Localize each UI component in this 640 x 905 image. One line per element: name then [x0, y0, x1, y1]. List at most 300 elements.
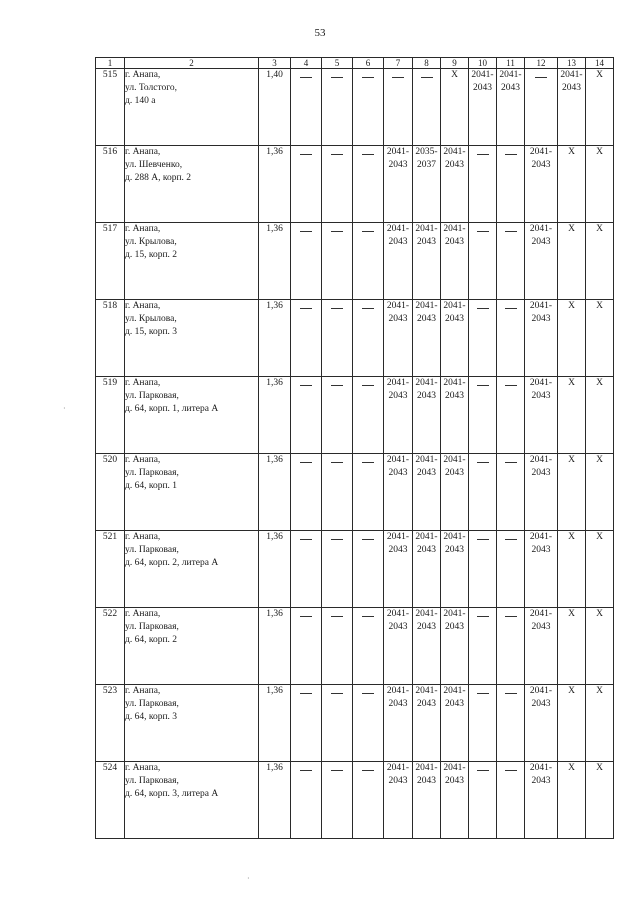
- address-line: д. 140 а: [125, 96, 156, 106]
- dash-mark: [300, 385, 312, 386]
- address-line: ул. Парковая,: [125, 391, 179, 401]
- year-range-start: 2041-: [529, 686, 553, 696]
- year-range-start: 2041-: [386, 301, 410, 311]
- year-range-end: 2043: [388, 391, 408, 401]
- cell-text: 1,36: [266, 378, 283, 388]
- year-range-start: 2041-: [386, 147, 410, 157]
- cell-text: 1,36: [266, 224, 283, 234]
- dash-mark: [300, 231, 312, 232]
- value-cell-col-7: [384, 608, 413, 685]
- dash-mark: [362, 770, 374, 771]
- value-cell-col-5: [322, 762, 353, 839]
- dash-mark: [300, 308, 312, 309]
- table-row: [96, 69, 614, 146]
- value-cell-col-9: [441, 377, 469, 454]
- value-cell-col-6: [353, 685, 384, 762]
- year-range-start: 2041-: [560, 70, 583, 80]
- year-range-end: 2043: [445, 468, 464, 478]
- value-cell-col-9: [441, 300, 469, 377]
- value-cell-col-12: [525, 762, 558, 839]
- year-range-start: 2041-: [415, 301, 438, 311]
- row-number: 518: [96, 300, 125, 377]
- value-cell-col-14: [586, 300, 614, 377]
- dash-mark: [505, 770, 517, 771]
- value-cell-col-4: [291, 69, 322, 146]
- year-range-end: 2043: [531, 160, 551, 170]
- dash-mark: [331, 462, 343, 463]
- cell-text: X: [596, 378, 603, 388]
- table-row: [96, 377, 614, 454]
- year-range-start: 2041-: [415, 378, 438, 388]
- cell-text: X: [568, 609, 575, 619]
- row-number: 516: [96, 146, 125, 223]
- year-range-start: 2041-: [443, 455, 466, 465]
- year-range-start: 2041-: [529, 378, 553, 388]
- cell-text: X: [596, 301, 603, 311]
- value-cell-col-6: [353, 454, 384, 531]
- dash-mark: [300, 616, 312, 617]
- value-cell-col-13: [558, 300, 586, 377]
- year-range-start: 2041-: [386, 378, 410, 388]
- dash-mark: [362, 539, 374, 540]
- year-range-start: 2041-: [443, 763, 466, 773]
- year-range-start: 2041-: [415, 763, 438, 773]
- value-cell-col-12: [525, 531, 558, 608]
- dash-mark: [300, 539, 312, 540]
- year-range-start: 2041-: [415, 532, 438, 542]
- value-cell-col-6: [353, 762, 384, 839]
- value-cell-col-12: [525, 300, 558, 377]
- value-cell-col-12: [525, 685, 558, 762]
- value-cell-col-10: [469, 531, 497, 608]
- cell-text: X: [596, 532, 603, 542]
- address-line: д. 288 А, корп. 2: [125, 173, 192, 183]
- value-cell-col-5: [322, 300, 353, 377]
- dash-mark: [477, 385, 489, 386]
- value-cell-col-12: [525, 454, 558, 531]
- year-range-start: 2041-: [443, 532, 466, 542]
- year-range-end: 2043: [445, 545, 464, 555]
- address-line: г. Анапа,: [125, 378, 161, 388]
- year-range-start: 2041-: [529, 224, 553, 234]
- dash-mark: [505, 385, 517, 386]
- address-cell: [125, 608, 259, 685]
- dash-mark: [331, 770, 343, 771]
- year-range-end: 2043: [388, 468, 408, 478]
- row-number: 519: [96, 377, 125, 454]
- value-cell-col-11: [497, 300, 525, 377]
- cell-text: X: [568, 378, 575, 388]
- value-cell-col-11: [497, 685, 525, 762]
- dash-mark: [362, 385, 374, 386]
- year-range-end: 2043: [531, 545, 551, 555]
- value-cell-col-4: [291, 531, 322, 608]
- value-cell-col-7: [384, 146, 413, 223]
- dash-mark: [505, 539, 517, 540]
- year-range-start: 2041-: [499, 70, 522, 80]
- dash-mark: [505, 154, 517, 155]
- column-header-12: 12: [525, 58, 558, 69]
- dash-mark: [300, 462, 312, 463]
- dash-mark: [331, 385, 343, 386]
- year-range-end: 2043: [445, 699, 464, 709]
- value-cell-col-9: [441, 223, 469, 300]
- address-line: г. Анапа,: [125, 70, 161, 80]
- value-cell-col-14: [586, 454, 614, 531]
- year-range-start: 2041-: [386, 532, 410, 542]
- value-cell-col-11: [497, 531, 525, 608]
- row-number: 520: [96, 454, 125, 531]
- year-range-end: 2043: [417, 545, 436, 555]
- year-range-start: 2041-: [443, 609, 466, 619]
- value-cell-col-10: [469, 377, 497, 454]
- year-range-start: 2041-: [443, 147, 466, 157]
- value-cell-col-14: [586, 146, 614, 223]
- value-cell-col-8: [413, 146, 441, 223]
- value-cell-col-9: [441, 531, 469, 608]
- table-row: [96, 223, 614, 300]
- value-cell-col-14: [586, 608, 614, 685]
- column-header-14: 14: [586, 58, 614, 69]
- address-cell: [125, 377, 259, 454]
- address-cell: [125, 69, 259, 146]
- value-cell-col-8: [413, 223, 441, 300]
- table-row: [96, 762, 614, 839]
- cell-text: X: [568, 763, 575, 773]
- dash-mark: [362, 154, 374, 155]
- address-cell: [125, 685, 259, 762]
- dash-mark: [392, 77, 404, 78]
- value-cell-col-10: [469, 685, 497, 762]
- value-cell-col-13: [558, 685, 586, 762]
- cell-text: X: [596, 70, 603, 80]
- address-line: ул. Парковая,: [125, 545, 179, 555]
- year-range-end: 2043: [562, 83, 581, 93]
- year-range-end: 2043: [388, 545, 408, 555]
- year-range-end: 2043: [531, 237, 551, 247]
- value-cell-col-7: [384, 69, 413, 146]
- address-line: ул. Шевченко,: [125, 160, 183, 170]
- year-range-end: 2043: [531, 391, 551, 401]
- year-range-end: 2043: [388, 699, 408, 709]
- address-line: д. 64, корп. 1: [125, 481, 178, 491]
- year-range-end: 2043: [473, 83, 492, 93]
- value-cell-col-14: [586, 377, 614, 454]
- year-range-end: 2043: [501, 83, 520, 93]
- dash-mark: [331, 77, 343, 78]
- column-header-5: 5: [322, 58, 353, 69]
- value-cell-col-7: [384, 762, 413, 839]
- value-cell-col-3: [259, 377, 291, 454]
- year-range-end: 2043: [417, 699, 436, 709]
- column-header-4: 4: [291, 58, 322, 69]
- year-range-end: 2043: [417, 622, 436, 632]
- value-cell-col-6: [353, 608, 384, 685]
- value-cell-col-7: [384, 685, 413, 762]
- value-cell-col-5: [322, 377, 353, 454]
- cell-text: X: [451, 70, 458, 80]
- year-range-start: 2041-: [415, 224, 438, 234]
- value-cell-col-6: [353, 300, 384, 377]
- value-cell-col-13: [558, 69, 586, 146]
- year-range-start: 2041-: [386, 763, 410, 773]
- year-range-end: 2043: [445, 237, 464, 247]
- cell-text: X: [596, 686, 603, 696]
- cell-text: 1,36: [266, 763, 283, 773]
- year-range-end: 2043: [417, 468, 436, 478]
- year-range-start: 2041-: [443, 686, 466, 696]
- value-cell-col-4: [291, 223, 322, 300]
- row-number: 524: [96, 762, 125, 839]
- page-number: 53: [314, 27, 326, 39]
- year-range-end: 2043: [417, 776, 436, 786]
- dash-mark: [505, 693, 517, 694]
- address-line: ул. Парковая,: [125, 622, 179, 632]
- year-range-end: 2043: [445, 160, 464, 170]
- value-cell-col-5: [322, 146, 353, 223]
- dash-mark: [477, 231, 489, 232]
- address-line: д. 15, корп. 3: [125, 327, 178, 337]
- value-cell-col-3: [259, 762, 291, 839]
- year-range-end: 2043: [388, 776, 408, 786]
- address-line: г. Анапа,: [125, 532, 161, 542]
- value-cell-col-14: [586, 223, 614, 300]
- cell-text: X: [596, 455, 603, 465]
- cell-text: X: [596, 763, 603, 773]
- table-row: [96, 531, 614, 608]
- value-cell-col-3: [259, 146, 291, 223]
- year-range-start: 2041-: [415, 609, 438, 619]
- dash-mark: [362, 616, 374, 617]
- value-cell-col-10: [469, 608, 497, 685]
- value-cell-col-7: [384, 377, 413, 454]
- year-range-end: 2043: [531, 622, 551, 632]
- value-cell-col-9: [441, 69, 469, 146]
- cell-text: X: [596, 147, 603, 157]
- cell-text: 1,36: [266, 147, 283, 157]
- dash-mark: [505, 231, 517, 232]
- value-cell-col-11: [497, 454, 525, 531]
- table-row: [96, 146, 614, 223]
- dash-mark: [421, 77, 433, 78]
- dash-mark: [477, 154, 489, 155]
- table-row: [96, 454, 614, 531]
- column-header-9: 9: [441, 58, 469, 69]
- value-cell-col-4: [291, 377, 322, 454]
- value-cell-col-13: [558, 454, 586, 531]
- column-header-3: 3: [259, 58, 291, 69]
- value-cell-col-4: [291, 146, 322, 223]
- scan-speck: ·: [247, 874, 250, 883]
- value-cell-col-7: [384, 531, 413, 608]
- value-cell-col-3: [259, 454, 291, 531]
- year-range-start: 2035-: [415, 147, 438, 157]
- column-header-10: 10: [469, 58, 497, 69]
- address-line: г. Анапа,: [125, 686, 161, 696]
- dash-mark: [477, 770, 489, 771]
- address-line: д. 64, корп. 2, литера А: [125, 558, 219, 568]
- year-range-start: 2041-: [443, 301, 466, 311]
- cell-text: X: [568, 455, 575, 465]
- value-cell-col-3: [259, 300, 291, 377]
- address-cell: [125, 223, 259, 300]
- column-header-11: 11: [497, 58, 525, 69]
- scan-speck: ·: [63, 404, 66, 413]
- value-cell-col-10: [469, 223, 497, 300]
- year-range-end: 2043: [388, 622, 408, 632]
- value-cell-col-7: [384, 223, 413, 300]
- column-header-1: 1: [96, 58, 125, 69]
- value-cell-col-8: [413, 608, 441, 685]
- value-cell-col-8: [413, 685, 441, 762]
- dash-mark: [477, 616, 489, 617]
- value-cell-col-13: [558, 608, 586, 685]
- year-range-start: 2041-: [443, 224, 466, 234]
- table-row: [96, 300, 614, 377]
- year-range-end: 2043: [445, 776, 464, 786]
- value-cell-col-3: [259, 69, 291, 146]
- dash-mark: [362, 231, 374, 232]
- address-cell: [125, 531, 259, 608]
- value-cell-col-4: [291, 685, 322, 762]
- year-range-start: 2041-: [386, 686, 410, 696]
- value-cell-col-11: [497, 377, 525, 454]
- value-cell-col-6: [353, 223, 384, 300]
- value-cell-col-13: [558, 377, 586, 454]
- dash-mark: [362, 308, 374, 309]
- cell-text: X: [596, 609, 603, 619]
- year-range-end: 2043: [388, 314, 408, 324]
- year-range-end: 2043: [388, 160, 408, 170]
- address-line: д. 15, корп. 2: [125, 250, 178, 260]
- row-number: 517: [96, 223, 125, 300]
- cell-text: X: [568, 224, 575, 234]
- cell-text: X: [568, 147, 575, 157]
- value-cell-col-4: [291, 454, 322, 531]
- value-cell-col-11: [497, 69, 525, 146]
- year-range-start: 2041-: [443, 378, 466, 388]
- value-cell-col-10: [469, 300, 497, 377]
- year-range-start: 2041-: [415, 686, 438, 696]
- address-line: ул. Парковая,: [125, 776, 179, 786]
- year-range-start: 2041-: [529, 147, 553, 157]
- value-cell-col-4: [291, 608, 322, 685]
- year-range-end: 2037: [417, 160, 436, 170]
- value-cell-col-6: [353, 377, 384, 454]
- year-range-start: 2041-: [386, 455, 410, 465]
- dash-mark: [331, 539, 343, 540]
- address-line: г. Анапа,: [125, 455, 161, 465]
- value-cell-col-13: [558, 762, 586, 839]
- year-range-start: 2041-: [415, 455, 438, 465]
- column-header-2: 2: [125, 58, 259, 69]
- value-cell-col-6: [353, 146, 384, 223]
- dash-mark: [331, 154, 343, 155]
- dash-mark: [331, 231, 343, 232]
- cell-text: X: [568, 686, 575, 696]
- address-line: д. 64, корп. 2: [125, 635, 178, 645]
- dash-mark: [300, 770, 312, 771]
- column-header-13: 13: [558, 58, 586, 69]
- dash-mark: [505, 462, 517, 463]
- value-cell-col-4: [291, 300, 322, 377]
- year-range-end: 2043: [531, 314, 551, 324]
- address-line: ул. Парковая,: [125, 699, 179, 709]
- address-line: д. 64, корп. 3: [125, 712, 178, 722]
- year-range-end: 2043: [445, 391, 464, 401]
- dash-mark: [477, 693, 489, 694]
- address-line: ул. Парковая,: [125, 468, 179, 478]
- year-range-start: 2041-: [471, 70, 494, 80]
- value-cell-col-9: [441, 685, 469, 762]
- address-cell: [125, 300, 259, 377]
- year-range-start: 2041-: [529, 763, 553, 773]
- value-cell-col-3: [259, 223, 291, 300]
- address-line: г. Анапа,: [125, 224, 161, 234]
- value-cell-col-9: [441, 608, 469, 685]
- value-cell-col-13: [558, 531, 586, 608]
- year-range-end: 2043: [417, 237, 436, 247]
- value-cell-col-14: [586, 531, 614, 608]
- value-cell-col-13: [558, 146, 586, 223]
- cell-text: 1,36: [266, 301, 283, 311]
- value-cell-col-12: [525, 377, 558, 454]
- year-range-start: 2041-: [529, 532, 553, 542]
- registry-table: [95, 57, 614, 839]
- column-header-8: 8: [413, 58, 441, 69]
- value-cell-col-11: [497, 146, 525, 223]
- value-cell-col-10: [469, 762, 497, 839]
- value-cell-col-14: [586, 762, 614, 839]
- value-cell-col-10: [469, 454, 497, 531]
- dash-mark: [477, 462, 489, 463]
- dash-mark: [331, 616, 343, 617]
- address-line: ул. Крылова,: [125, 314, 177, 324]
- year-range-end: 2043: [531, 468, 551, 478]
- value-cell-col-11: [497, 762, 525, 839]
- value-cell-col-7: [384, 300, 413, 377]
- address-line: г. Анапа,: [125, 147, 161, 157]
- value-cell-col-5: [322, 69, 353, 146]
- address-line: г. Анапа,: [125, 609, 161, 619]
- value-cell-col-10: [469, 69, 497, 146]
- dash-mark: [331, 308, 343, 309]
- year-range-start: 2041-: [529, 455, 553, 465]
- cell-text: 1,36: [266, 686, 283, 696]
- dash-mark: [535, 77, 547, 78]
- value-cell-col-5: [322, 531, 353, 608]
- row-number: 523: [96, 685, 125, 762]
- cell-text: 1,36: [266, 609, 283, 619]
- value-cell-col-4: [291, 762, 322, 839]
- dash-mark: [505, 616, 517, 617]
- year-range-end: 2043: [531, 699, 551, 709]
- value-cell-col-5: [322, 223, 353, 300]
- table-body: [96, 69, 614, 839]
- cell-text: X: [596, 224, 603, 234]
- value-cell-col-12: [525, 223, 558, 300]
- dash-mark: [300, 154, 312, 155]
- value-cell-col-6: [353, 69, 384, 146]
- cell-text: 1,36: [266, 532, 283, 542]
- dash-mark: [300, 693, 312, 694]
- address-line: г. Анапа,: [125, 763, 161, 773]
- value-cell-col-8: [413, 69, 441, 146]
- value-cell-col-11: [497, 223, 525, 300]
- year-range-start: 2041-: [529, 609, 553, 619]
- value-cell-col-5: [322, 608, 353, 685]
- value-cell-col-5: [322, 685, 353, 762]
